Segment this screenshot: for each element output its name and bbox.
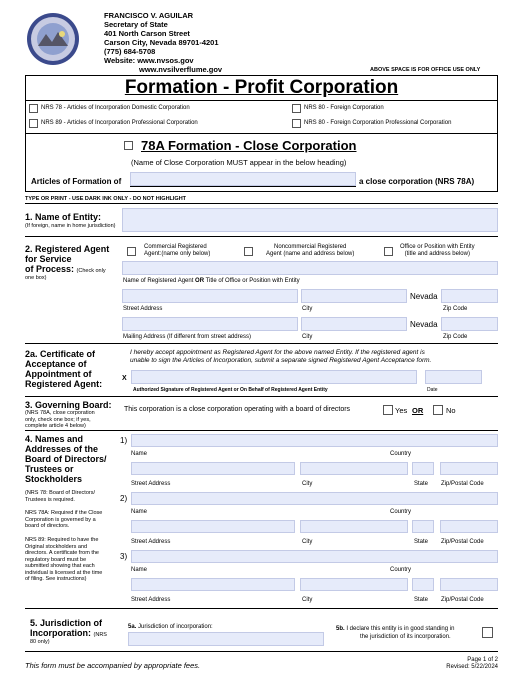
secretary-name: FRANCISCO V. AGUILAR [104,11,194,20]
s5-note: (NRS [93,632,107,638]
director-number: 2) [120,494,128,503]
close-corp-note: (Name of Close Corporation MUST appear in the below heading) [131,158,347,167]
office-label-2: (title and address below) [404,250,470,257]
director-name-label: Name [131,567,148,573]
director-zip-label: Zip/Postal Code [441,481,484,487]
divider [25,203,498,204]
zip-label: Zip Code [443,306,468,312]
director-country-label: Country [390,451,412,457]
s2-title-1: 2. Registered Agent [25,244,110,254]
s3-title: 3. Governing Board: [25,400,112,410]
commercial-label-2: Agent:(name only below) [144,250,211,257]
commercial-label-1: Commercial Registered [144,244,207,250]
director-city-label: City [302,539,313,545]
mailing-zip-input[interactable] [441,317,498,331]
website: Website: www.nvsos.gov [104,56,194,65]
s4-note-1 [25,490,95,503]
divider [25,236,498,237]
street-label: Street Address [123,306,163,312]
s4-title-3: Board of Directors/ [25,454,107,464]
s3-note-2: only, check one box; if yes, [25,416,91,423]
agent-name-label [123,278,300,284]
nrs89-label: NRS 89 - Articles of Incorporation Professional Corporation [41,120,198,126]
s5b-text-1: I declare this entity is in good standing in [346,626,455,632]
s2-note-2: one box) [25,275,47,281]
page-number: Page 1 of 2 [467,657,498,663]
nrs80-checkbox[interactable] [292,104,301,113]
s2a-title-4: Registered Agent: [25,379,103,389]
director-state-input[interactable] [412,462,434,475]
divider [25,343,498,344]
director-name-input[interactable] [131,434,498,447]
s3-text: This corporation is a close corporation operating with a board of directors [124,406,351,413]
s5b-label [336,626,454,632]
no-label: No [446,406,456,415]
underline [130,186,356,187]
director-name-label: Name [131,451,148,457]
date-label: Date [427,387,438,393]
or-label: OR [412,406,424,415]
entity-name-input[interactable] [122,208,498,232]
s3-note-3: complete article 4 below) [25,423,86,429]
s5-title-2: Incorporation: [30,628,91,638]
s3-note [25,410,95,430]
director-zip-input[interactable] [440,578,498,591]
s4-note-3f: individual is licensed at the time [25,569,103,576]
jurisdiction-input[interactable] [128,632,324,646]
s2-title-3: of Process: [25,264,75,274]
director-city-label: City [302,481,313,487]
nrs80-professional-checkbox[interactable] [292,119,301,128]
s2-title [25,244,109,275]
director-name-input[interactable] [131,492,498,505]
s2a-title [25,349,102,389]
s4-title-5: Stockholders [25,474,83,484]
office-use-note: ABOVE SPACE IS FOR OFFICE USE ONLY [370,67,481,73]
agent-name-input[interactable] [122,261,498,275]
s5-title [30,618,107,639]
divider [25,651,498,652]
director-name-label: Name [131,509,148,515]
s5b-num: 5b. [336,626,345,632]
s4-title [25,434,107,484]
s5a-text: Jurisdiction of incorporation: [138,624,213,630]
s5b-label-2: the jurisdiction of its incorporation. [360,634,451,640]
nrs78-checkbox[interactable] [29,104,38,113]
office-position-checkbox[interactable] [384,247,393,256]
director-state-label: State [414,481,429,487]
website-2: www.nvsilverflume.gov [139,65,223,74]
director-street-input[interactable] [131,462,295,475]
city-label: City [302,306,313,312]
articles-prefix: Articles of Formation of [31,177,122,186]
s4-title-2: Addresses of the [25,444,99,454]
director-zip-label: Zip/Postal Code [441,539,484,545]
agent-zip-input[interactable] [441,289,498,303]
s4-note-2c: board of directors. [25,523,70,529]
board-no-checkbox[interactable] [433,405,443,415]
divider [25,100,498,101]
s5a-num: 5a. [128,624,137,630]
mailing-label: Mailing Address (If different from street address) [123,334,251,340]
noncommercial-agent-checkbox[interactable] [244,247,253,256]
s2a-title-3: Appointment of [25,369,92,379]
s3-note-1: (NRS 78A, close corporation [25,410,95,416]
state-seal [26,12,80,66]
commercial-agent-checkbox[interactable] [127,247,136,256]
s4-note-3b: Original stockholders and [25,543,88,550]
director-zip-input[interactable] [440,520,498,533]
board-yes-checkbox[interactable] [383,405,393,415]
good-standing-checkbox[interactable] [482,627,493,638]
address-line-1: 401 North Carson Street [104,29,190,38]
s1-title: 1. Name of Entity: [25,212,102,222]
address-line-2: Carson City, Nevada 89701-4201 [104,38,219,47]
agent-name-text: Name of Registered Agent [123,278,194,284]
s2a-title-1: 2a. Certificate of [25,349,96,359]
commercial-agent-label [144,244,210,257]
mailing-city-input[interactable] [301,317,407,331]
director-state-input[interactable] [412,578,434,591]
mailing-state: Nevada [410,320,438,329]
director-number: 3) [120,552,128,561]
mailing-street-input[interactable] [122,317,298,331]
director-city-input[interactable] [300,578,408,591]
agent-city-input[interactable] [301,289,407,303]
director-state-label: State [414,597,429,603]
director-street-label: Street Address [131,597,171,603]
secretary-title: Secretary of State [104,20,168,29]
s1-note: (If foreign, name in home jurisdiction) [25,223,116,229]
director-street-label: Street Address [131,481,171,487]
s4-note-3 [25,537,102,583]
s4-note-1a: (NRS 78: Board of Directors/ [25,490,95,496]
header-block [104,11,219,65]
office-position-label [400,244,475,257]
s2a-title-2: Acceptance of [25,359,87,369]
close-corp-title: 78A Formation - Close Corporation [141,138,357,153]
title-label-text: Title of Office or Position with Entity [205,278,300,284]
s2a-text-1: I hereby accept appointment as Registered Agent for the above named Entity. If the registered agent is [130,349,425,356]
s2-note: (Check only [76,268,106,274]
s4-note-2b: Corporation is governed by a [25,516,96,523]
director-number: 1) [120,436,128,445]
fees-note: This form must be accompanied by appropriate fees. [25,661,201,670]
s4-note-3d: regulatory board must be [25,556,87,563]
s4-note-3a: NRS 89: Required to have the [25,537,99,543]
divider [25,396,498,397]
s2-title-2: for Service [25,254,72,264]
s4-note-2a: NRS 78A: Required if the Close [25,510,103,516]
agent-state: Nevada [410,292,438,301]
director-state-label: State [414,539,429,545]
agent-street-input[interactable] [122,289,298,303]
director-state-input[interactable] [412,520,434,533]
noncommercial-agent-label [266,244,354,257]
director-street-input[interactable] [131,520,295,533]
form-title: Formation - Profit Corporation [124,77,399,98]
or-text: OR [195,278,205,284]
nrs89-checkbox[interactable] [29,119,38,128]
nrs78-label: NRS 78 - Articles of Incorporation Domestic Corporation [41,105,190,111]
s4-note-3g: of filing. See instructions) [25,576,87,582]
s4-title-1: 4. Names and [25,434,84,444]
director-zip-label: Zip/Postal Code [441,597,484,603]
s2a-text [130,349,431,365]
type-print-note: TYPE OR PRINT - USE DARK INK ONLY - DO NOT HIGHLIGHT [25,196,187,202]
divider [25,430,498,431]
director-zip-input[interactable] [440,462,498,475]
nrs80-label: NRS 80 - Foreign Corporation [304,105,384,111]
close-corp-name-input[interactable] [130,172,356,186]
director-city-label: City [302,597,313,603]
s5-note-2: 80 only) [30,639,50,645]
s4-note-3c: directors. A certificate from the [25,550,99,556]
s4-title-4: Trustees or [25,464,74,474]
close-corp-checkbox[interactable] [124,141,133,150]
noncommercial-label-1: Noncommercial Registered [274,244,347,250]
director-country-label: Country [390,509,412,515]
s5-title-1: 5. Jurisdiction of [30,618,103,628]
office-label-1: Office or Position with Entity [400,244,475,250]
director-city-input[interactable] [300,520,408,533]
director-city-input[interactable] [300,462,408,475]
director-name-input[interactable] [131,550,498,563]
s5a-label [128,624,213,630]
director-street-label: Street Address [131,539,171,545]
director-country-label: Country [390,567,412,573]
director-street-input[interactable] [131,578,295,591]
agent-date-input[interactable] [425,370,482,384]
noncommercial-label-2: Agent (name and address below) [266,250,355,257]
nrs80-professional-label: NRS 80 - Foreign Corporation Professional Corporation [304,120,452,126]
signature-label: Authorized Signature of Registered Agent or On Behalf of Registered Agent Entity [133,387,328,393]
s4-note-2 [25,510,102,530]
phone: (775) 684-5708 [104,47,156,56]
yes-label: Yes [395,406,408,415]
mailing-city-label: City [302,334,313,340]
s2a-text-2: unable to sign the Articles of Incorporation, submit a separate signed Registered Agent Acceptance form. [130,357,432,364]
agent-signature-input[interactable] [131,370,417,384]
divider [25,608,498,609]
mailing-zip-label: Zip Code [443,334,468,340]
s4-note-3e: submitted showing that each [25,563,95,569]
articles-suffix: a close corporation (NRS 78A) [359,177,475,186]
s4-note-1b: Trustees is required. [25,496,75,503]
signature-x: X [122,375,127,382]
revised-date: Revised: 5/22/2024 [446,664,498,670]
